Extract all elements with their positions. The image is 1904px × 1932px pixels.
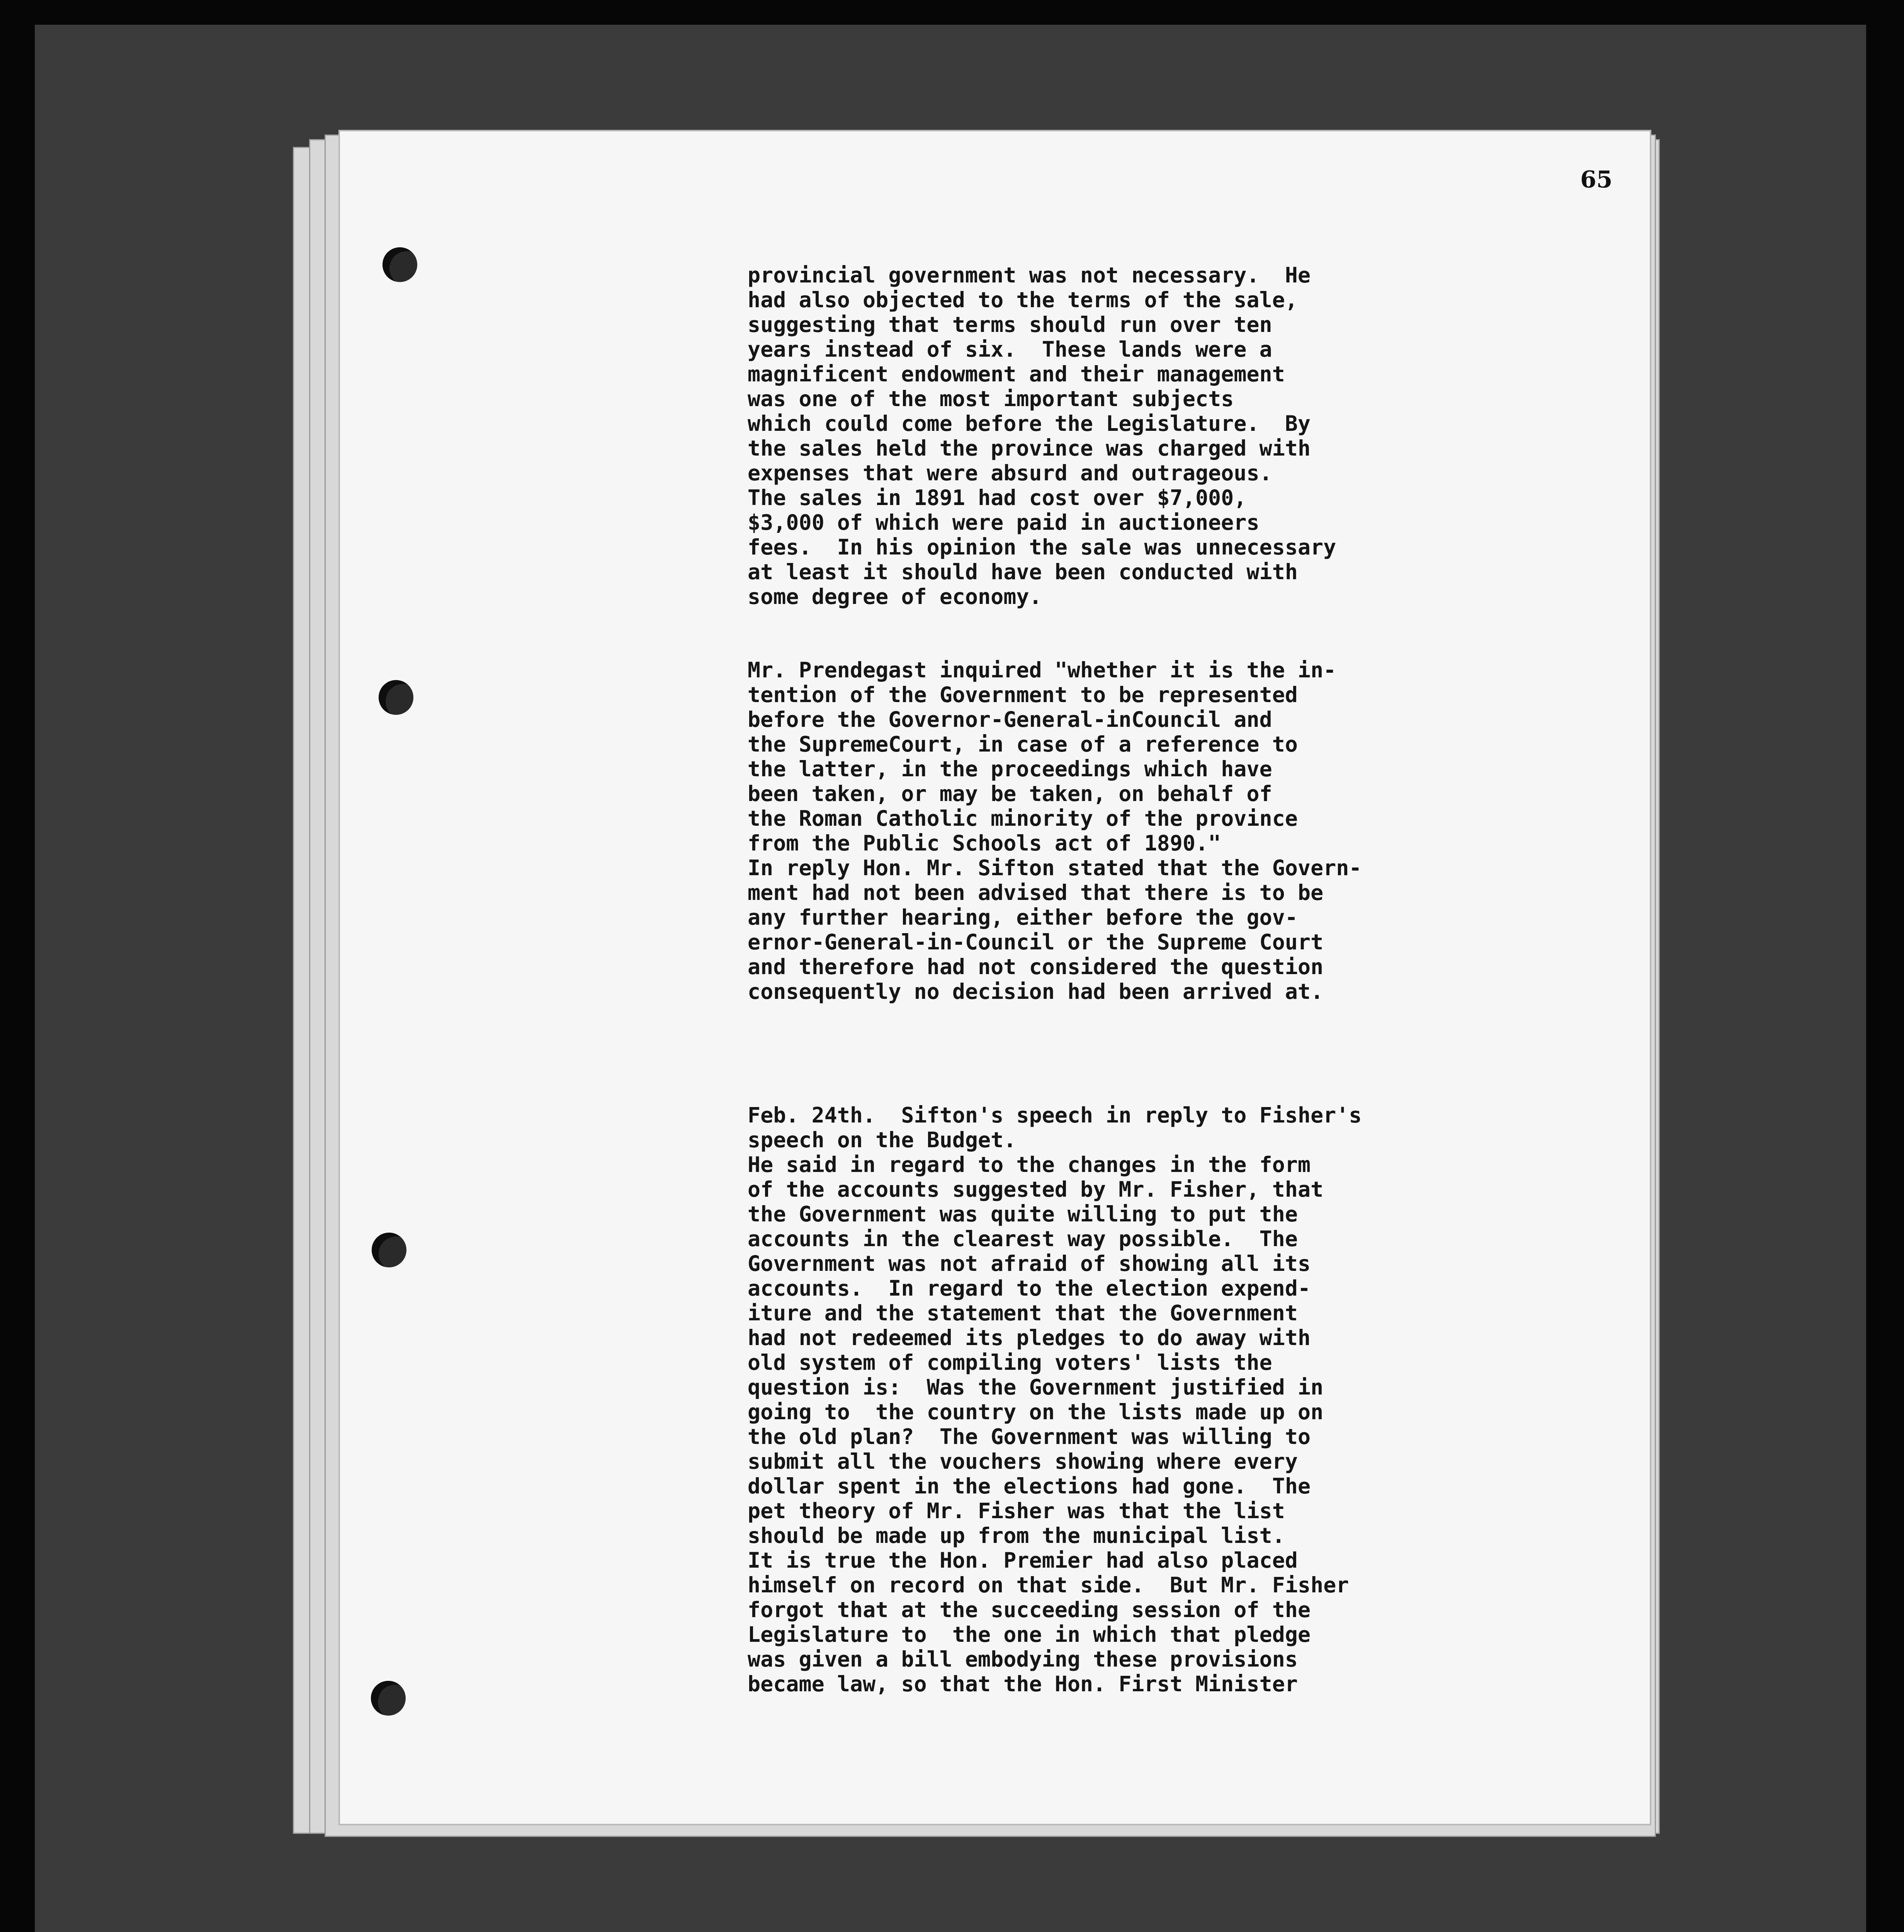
punch-hole bbox=[382, 247, 417, 282]
body-text bbox=[748, 263, 1636, 1696]
punch-hole bbox=[372, 1233, 406, 1267]
paragraph-land-sales: provincial government was not necessary. He had also objected to the terms of the sale, suggesting that terms should run over ten years instead of six. These lands were a magnificent endowment and their management was one of the most important subjects which could come before the Legislature. By the sales held the province was charged with expenses that were absurd and outrageous. The sales in 1891 had cost over $7,000, $3,000 of which were paid in auctioneers fees. In his opinion the sale was unnecessary at least it should have been conducted with some degree of economy. bbox=[748, 263, 1336, 609]
paragraph-prendegast-inquiry: Mr. Prendegast inquired "whether it is the in- tention of the Government to be represented before the Governor-General-inCouncil and the SupremeCourt, in case of a reference to the latter, in the proceedings which have been taken, or may be taken, on behalf of the Roman Catholic minority of the province from the Public Schools act of 1890." In reply Hon. Mr. Sifton stated that the Govern- ment had not been advised that there is to be any further hearing, either before the gov- ernor-General-in-Council or the Supreme Court and therefore had not considered the question consequently no decision had been arrived at. bbox=[748, 658, 1362, 1004]
document-page bbox=[340, 131, 1650, 1824]
punch-hole bbox=[379, 680, 413, 715]
page-number: 65 bbox=[1580, 166, 1613, 193]
punch-hole bbox=[371, 1681, 406, 1716]
paragraph-budget-speech: Feb. 24th. Sifton's speech in reply to Fisher's speech on the Budget. He said in regard to the changes in the form of the accounts suggested by Mr. Fisher, that the Government was quite willing to put the accounts in the clearest way possible. The Government was not afraid of showing all its accounts. In regard to the election expend- iture and the statement that the Government had not redeemed its pledges to do away with old system of compiling voters' lists the question is: Was the Government justified in going to the country on the lists made up on the old plan? The Government was willing to submit all the vouchers showing where every dollar spent in the elections had gone. The pet theory of Mr. Fisher was that the list should be made up from the municipal list. It is true the Hon. Premier had also placed himself on record on that side. But Mr. Fisher forgot that at the succeeding session of the Legislature to the one in which that pledge was given a bill embodying these provisions became law, so that the Hon. First Minister bbox=[748, 1103, 1362, 1696]
